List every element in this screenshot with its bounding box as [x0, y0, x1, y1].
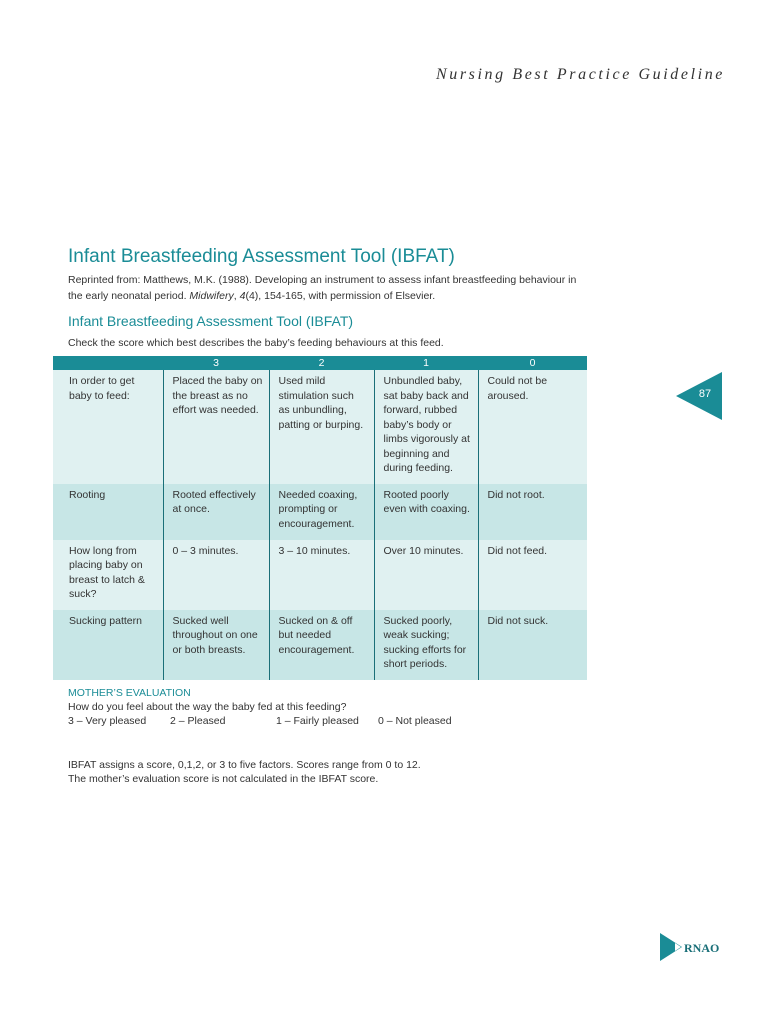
table-cell: Unbundled baby, sat baby back and forward, rubbed baby’s body or limbs vigorously at beginning and during feeding.: [374, 370, 478, 484]
table-cell: Needed coaxing, prompting or encouragement.: [269, 484, 374, 540]
scoring-note-line: IBFAT assigns a score, 0,1,2, or 3 to five factors. Scores range from 0 to 12.: [68, 759, 421, 771]
table-cell: Used mild stimulation such as unbundling, patting or burping.: [269, 370, 374, 484]
header-cell-score-1: 1: [374, 356, 478, 370]
ibfat-table: [53, 356, 587, 680]
table-cell: Rooted effectively at once.: [163, 484, 269, 540]
table-cell: Did not feed.: [478, 540, 587, 610]
row-label: In order to get baby to feed:: [53, 370, 163, 484]
header-cell-score-3: 3: [163, 356, 269, 370]
header-cell-score-0: 0: [478, 356, 587, 370]
table-cell: Sucked well throughout on one or both breasts.: [163, 610, 269, 680]
table-title: Infant Breastfeeding Assessment Tool (IBFAT): [68, 313, 354, 329]
mothers-evaluation-heading: MOTHER’S EVALUATION: [68, 687, 191, 699]
table-cell: Could not be aroused.: [478, 370, 587, 484]
table-header-row: [53, 356, 587, 370]
table-cell: Rooted poorly even with coaxing.: [374, 484, 478, 540]
table-row: [53, 370, 587, 484]
row-label: Rooting: [53, 484, 163, 540]
table-cell: 3 – 10 minutes.: [269, 540, 374, 610]
citation-suffix: (4), 154-165, with permission of Elsevier.: [245, 290, 436, 302]
mothers-evaluation-question: How do you feel about the way the baby fed at this feeding?: [68, 701, 347, 713]
rating-option: 1 – Fairly pleased: [276, 715, 359, 727]
table-cell: Sucked poorly, weak sucking; sucking efforts for short periods.: [374, 610, 478, 680]
page-title: Infant Breastfeeding Assessment Tool (IBFAT): [68, 246, 455, 267]
rating-option: 3 – Very pleased: [68, 715, 147, 727]
table-row: [53, 484, 587, 540]
table-cell: Sucked on & off but needed encouragement.: [269, 610, 374, 680]
citation-volume: 4: [239, 290, 246, 302]
table-row: [53, 540, 587, 610]
running-header: Nursing Best Practice Guideline: [435, 66, 725, 83]
scoring-note: [68, 758, 421, 786]
table-cell: Placed the baby on the breast as no effort was needed.: [163, 370, 269, 484]
table-cell: Did not suck.: [478, 610, 587, 680]
citation-text: Reprinted from: Matthews, M.K. (1988). Developing an instrument to assess infant breastfeeding behaviour in the early neonatal period.: [68, 274, 577, 302]
row-label: How long from placing baby on breast to latch & suck?: [53, 540, 163, 610]
header-cell-score-2: 2: [269, 356, 374, 370]
table-cell: Over 10 minutes.: [374, 540, 478, 610]
mothers-evaluation-options: [68, 714, 452, 728]
ibfat-table-wrapper: [53, 356, 587, 680]
page-number: 87: [698, 388, 712, 400]
table-cell: Did not root.: [478, 484, 587, 540]
rnao-logo-text: RNAO: [684, 941, 720, 955]
mothers-evaluation: [68, 686, 452, 728]
header-cell-blank: [53, 356, 163, 370]
citation-sep: ,: [233, 290, 240, 302]
rating-option: 2 – Pleased: [170, 715, 226, 727]
row-label: Sucking pattern: [53, 610, 163, 680]
citation-journal: Midwifery: [189, 290, 234, 302]
rating-option: 0 – Not pleased: [378, 715, 452, 727]
instruction-text: Check the score which best describes the baby’s feeding behaviours at this feed.: [68, 337, 444, 349]
scoring-note-line: The mother’s evaluation score is not calculated in the IBFAT score.: [68, 773, 379, 785]
table-cell: 0 – 3 minutes.: [163, 540, 269, 610]
table-row: [53, 610, 587, 680]
reprint-citation: [68, 272, 588, 304]
